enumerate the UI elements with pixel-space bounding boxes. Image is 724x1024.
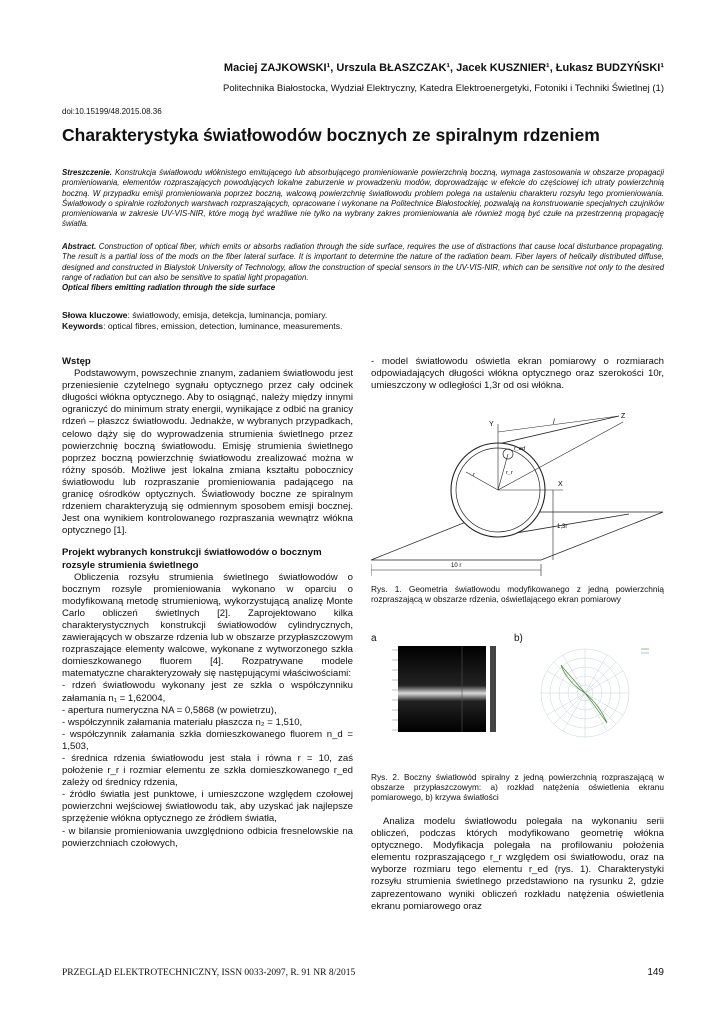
paragraph-design: Obliczenia rozsyłu strumienia świetlnego światłowodów o bocznym rozsyle promieniowania wykonano w oparciu o modyfikowaną metodę strumieniową, wykorzystującą analizę Monte Carlo obliczeń świetlnych [2]. Zaprojektowano kilka charakterystycznych konstrukcji światłowodów cylindrycznych, zawierających w obszarze rdzenia lub w obszarze przypłaszczowym rozpraszające elementy walcowe, wykonane z wytworzonego szkła domieszkowanego fluorem [4]. Rozpatrywane modele matematyczne charakteryzowały się następującymi właściwościami: bbox=[62, 571, 353, 680]
abstract-en-text: Construction of optical fiber, which emits or absorbs radiation through the side surface, requires the use of distractions that cause local disturbance propagating. The result is a partial loss of the mods on the fiber lateral surface. It is important to determine the nature of the radiation beam. Fiber layers of helically distributed diffuse, designed and constructed in Bialystok University of Technology, allow the construction of special sensors in the UV-VIS-NIR, which can be sensitive not only to the desired range of radiation but can also be sensitive to spatial light propagation. bbox=[62, 242, 664, 282]
abstract-pl-label: Streszczenie. bbox=[62, 168, 112, 177]
keywords-pl-label: Słowa kluczowe bbox=[62, 310, 128, 320]
section-heading-design: Projekt wybranych konstrukcji światłowodów o bocznym rozsyle strumienia świetlnego bbox=[62, 547, 322, 571]
abstract-pl-text: Konstrukcja światłowodu włóknistego emitującego lub absorbującego promieniowanie powierzchnią boczną, wymaga zastosowania w obszarze propagacji promieniowania, elementów rozpraszających powodujących lokalne zaburzenie w prowadzeniu modów, doprowadzając w efekcie do częściowej ich utraty powierzchnią boczną. W przypadku emisji promieniowania poprzez boczną, walcową powierzchnię światłowodu problem polega na ustaleniu charakteru rozsyłu tego promieniowania. Światłowody o spiralnie rozłożonych warstwach rozpraszających, opracowane i wykonane na Politechnice Białostockiej, pozwalają na konstruowanie specjalnych czujników promieniowania w zakresie UV-VIS-NIR, które mogą być wrażliwe nie tylko na wybrany zakres promieniowania ale również mogą być czułe na przestrzenną propagację światła. bbox=[62, 168, 664, 229]
list-item: - współczynnik załamania materiału płaszcza n₂ = 1,510, bbox=[62, 716, 303, 728]
affiliation: Politechnika Białostocka, Wydział Elektryczny, Katedra Elektroenergetyki, Fotoniki i Techniki Świetlnej (1) bbox=[223, 83, 664, 94]
journal-footer: PRZEGLĄD ELEKTROTECHNICZNY, ISSN 0033-2097, R. 91 NR 8/2015 bbox=[62, 968, 356, 978]
abstract-en-label: Abstract. bbox=[62, 242, 97, 251]
label-y: Y bbox=[489, 421, 494, 428]
list-item: - średnica rdzenia światłowodu jest stała i równa r = 10, zaś położenie r_r i rozmiar elementu ze szkła domieszkowanego r_ed zależy od średnicy rdzenia, bbox=[62, 753, 353, 789]
keywords-pl: : światłowody, emisja, detekcja, luminancja, pomiary. bbox=[127, 310, 328, 320]
keywords bbox=[62, 310, 664, 332]
label-height: 1,3r bbox=[557, 524, 568, 530]
paper-title: Charakterystyka światłowodów bocznych ze spiralnym rdzeniem bbox=[62, 125, 600, 145]
list-item: - rdzeń światłowodu wykonany jest ze szkła o współczynniku załamania n₁ = 1,62004, bbox=[62, 680, 353, 704]
label-z: Z bbox=[621, 413, 626, 420]
figure-2a-illuminance-map bbox=[378, 646, 506, 736]
figure-2a-label: a bbox=[371, 633, 377, 644]
label-red: r_ed bbox=[514, 446, 526, 452]
left-column bbox=[62, 356, 353, 850]
figure-2-caption: Rys. 2. Boczny światłowód spiralny z jedną powierzchnią rozpraszającą w obszarze przypłaszczowym: a) rozkład natężenia oświetlenia ekranu pomiarowego, b) krzywa światłości bbox=[371, 772, 664, 803]
list-item: - apertura numeryczna NA = 0,5868 (w powietrzu), bbox=[62, 704, 277, 716]
legend bbox=[641, 649, 649, 653]
section-heading-intro: Wstęp bbox=[62, 356, 91, 367]
label-width: 10 r bbox=[451, 563, 462, 569]
english-title: Optical fibers emitting radiation through the side surface bbox=[62, 283, 276, 293]
list-item: - współczynnik załamania szkła domieszkowanego fluorem n_d = 1,503, bbox=[62, 728, 353, 752]
figure-1-geometry bbox=[371, 410, 664, 580]
paragraph-analysis: Analiza modelu światłowodu polegała na wykonaniu serii obliczeń, podczas których modyfikowano geometrię włókna optycznego. Modyfikacja polegała na profilowaniu położenia elementu rozpraszającego r_r względem osi światłowodu, oraz na wyborze rozmiaru tego elementu r_ed (rys. 1). Charakterystyki rozsyłu strumienia świetlnego przedstawiono na rysunku 2, gdzie zaprezentowano wyniki obliczeń rozkładu natężenia oświetlenia ekranu pomiarowego oraz bbox=[371, 816, 664, 912]
paragraph-intro: Podstawowym, powszechnie znanym, zadaniem światłowodu jest przeniesienie czytelnego sygnału optycznego przez cały odcinek długości włókna optycznego. Aby to osiągnąć, należy między innymi ograniczyć do minimum straty energii, wynikające z odbić na granicy rdzeń – płaszcz światłowodu. Jednakże, w wybranych przypadkach, celowo dąży się do wyprowadzenia strumienia świetlnego przez powierzchnię boczną światłowodu. Emisję strumienia świetlnego poprzez boczną powierzchnię światłowodu zrealizować można w różny sposób. Możliwe jest lokalna zmiana kształtu pobocznicy światłowodu lub rozpraszanie promieniowania padającego na granicę ośrodków optycznych. Światłowody boczne ze spiralnym rdzeniem charakteryzują się odmiennym sposobem emisji bocznej. Jest ona wynikiem kontrolowanego rozpraszania wewnątrz włókna optycznego [1]. bbox=[62, 368, 353, 537]
fiber-top-edge bbox=[498, 416, 619, 444]
bullet-list bbox=[62, 680, 353, 849]
doi: doi:10.15199/48.2015.08.36 bbox=[62, 107, 162, 116]
keywords-en-label: Keywords bbox=[62, 321, 104, 331]
illuminance-map bbox=[398, 646, 486, 732]
label-rr: r_r bbox=[506, 470, 513, 476]
label-x: X bbox=[558, 481, 563, 488]
figure-1-caption: Rys. 1. Geometria światłowodu modyfikowanego z jedną powierzchnią rozpraszającą w obszarze rdzenia, oświetlającego ekran pomiarowy bbox=[371, 584, 664, 605]
keywords-en: : optical fibres, emission, detection, luminance, measurements. bbox=[103, 321, 343, 331]
abstract-polish bbox=[62, 168, 664, 230]
figure-2b-label: b) bbox=[514, 633, 523, 644]
list-item: - źródło światła jest punktowe, i umieszczone względem czołowej powierzchni wejściowej światłowodu tak, aby uzyskać jak najlepsze sprzężenie włókna optycznego ze źródłem światła, bbox=[62, 789, 353, 825]
label-l: l bbox=[553, 419, 555, 426]
page-number: 149 bbox=[647, 967, 664, 978]
abstract-english bbox=[62, 242, 664, 293]
label-r: r bbox=[473, 472, 475, 478]
authors: Maciej ZAJKOWSKI¹, Urszula BŁASZCZAK¹, Jacek KUSZNIER¹, Łukasz BUDZYŃSKI¹ bbox=[223, 62, 664, 74]
right-column-top: - model światłowodu oświetla ekran pomiarowy o rozmiarach odpowiadających długości włókna optycznego oraz szerokości 10r, umieszczony w odległości 1,3r od osi włókna. bbox=[371, 356, 664, 392]
figure-2b-polar-plot bbox=[515, 643, 663, 741]
color-scale-bar bbox=[490, 646, 496, 732]
list-item: - w bilansie promieniowania uwzględniono odbicia fresnelowskie na powierzchniach czołowych, bbox=[62, 825, 353, 849]
map-ticks bbox=[392, 650, 398, 730]
